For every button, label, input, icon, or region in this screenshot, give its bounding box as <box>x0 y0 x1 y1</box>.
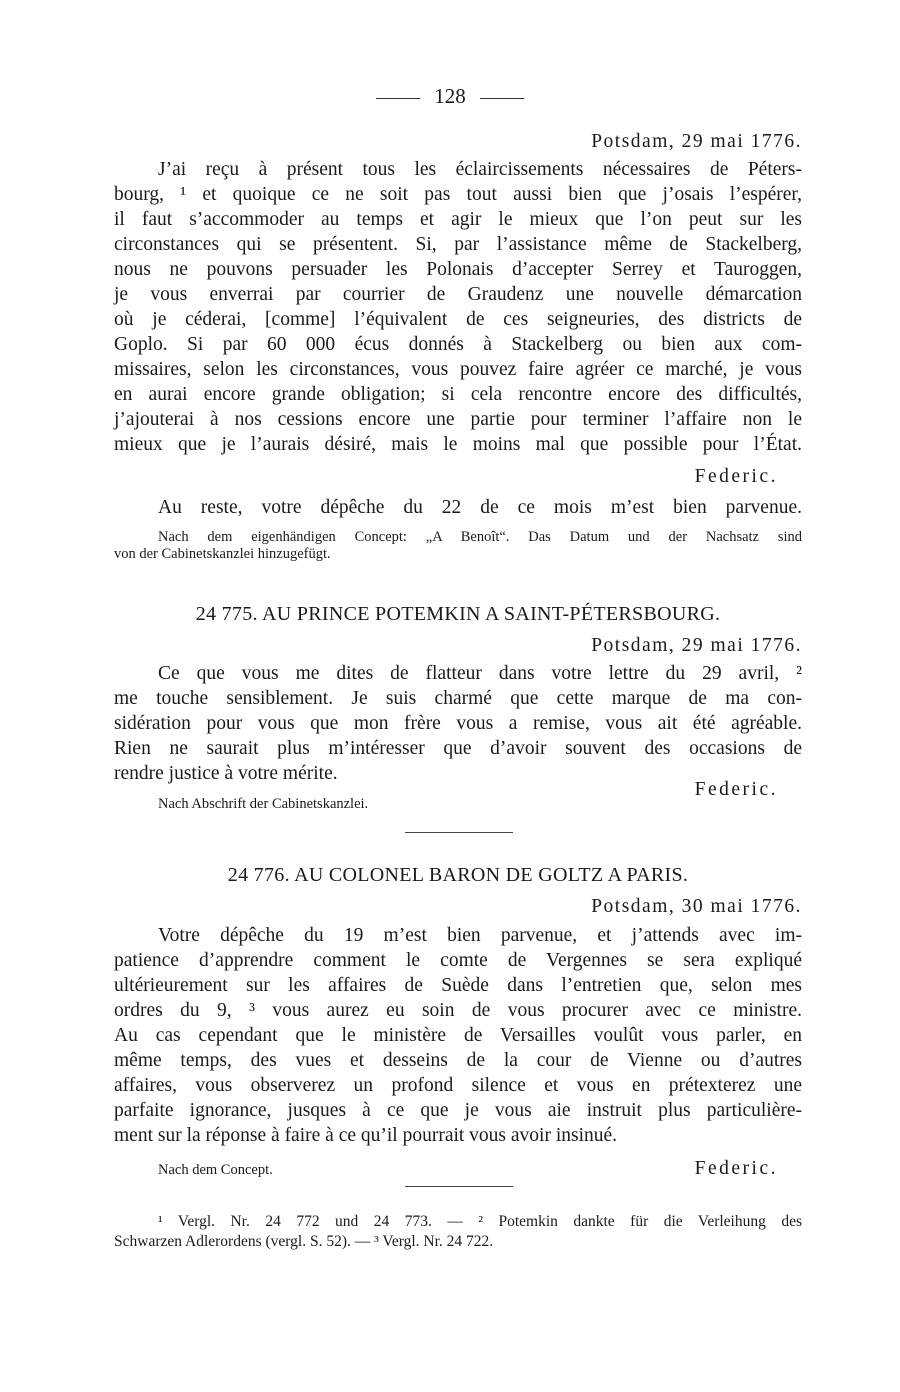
letter3-signature: Federic. <box>694 1158 778 1179</box>
letter3-source-note: Nach dem Concept. <box>158 1162 273 1178</box>
page-number-dash-right <box>480 98 524 99</box>
letter2-line: Rien ne saurait plus m’intéresser que d’avoir souvent des occasions de <box>114 738 802 759</box>
letter2-date: Potsdam, 29 mai 1776. <box>591 635 802 656</box>
letter3-line: parfaite ignorance, jusques à ce que je vous aie instruit plus particulière- <box>114 1100 802 1121</box>
letter2-source-note: Nach Abschrift der Cabinetskanzlei. <box>158 796 369 812</box>
letter3-line: ultérieurement sur les affaires de Suède dans l’entretien que, selon mes <box>114 975 802 996</box>
letter1-line: mieux que je l’aurais désiré, mais le moins mal que possible pour l’État. <box>114 434 802 455</box>
letter2-heading: 24 775. AU PRINCE POTEMKIN A SAINT-PÉTERSBOURG. <box>195 603 721 625</box>
letter1-signature: Federic. <box>694 466 778 487</box>
page-number-dash-left <box>376 98 420 99</box>
section-divider <box>405 832 513 833</box>
letter2-signature: Federic. <box>694 779 778 800</box>
letter3-heading: 24 776. AU COLONEL BARON DE GOLTZ A PARIS. <box>227 864 689 886</box>
letter3-date: Potsdam, 30 mai 1776. <box>591 896 802 917</box>
page-number <box>0 84 900 109</box>
page-number-text: 128 <box>434 84 466 108</box>
letter1-line: Goplo. Si par 60 000 écus donnés à Stackelberg ou bien aux com- <box>114 334 802 355</box>
letter1-source-note: von der Cabinetskanzlei hinzugefügt. <box>114 546 331 562</box>
footnote-divider <box>405 1186 513 1187</box>
letter1-line: J’ai reçu à présent tous les éclaircissements nécessaires de Péters- <box>158 159 802 180</box>
letter1-source-note: Nach dem eigenhändigen Concept: „A Benoît“. Das Datum und der Nachsatz sind <box>158 529 802 545</box>
letter3-line: patience d’apprendre comment le comte de Vergennes se sera expliqué <box>114 950 802 971</box>
letter3-line: affaires, vous observerez un profond silence et vous en prétexterez une <box>114 1075 802 1096</box>
letter3-line: Au cas cependant que le ministère de Versailles voulût vous parler, en <box>114 1025 802 1046</box>
letter2-line: Ce que vous me dites de flatteur dans votre lettre du 29 avril, ² <box>158 663 802 684</box>
letter1-line: circonstances qui se présentent. Si, par l’assistance même de Stackelberg, <box>114 234 802 255</box>
letter1-line: nous ne pouvons persuader les Polonais d’accepter Serrey et Tauroggen, <box>114 259 802 280</box>
letter1-line: bourg, ¹ et quoique ce ne soit pas tout aussi bien que j’osais l’espérer, <box>114 184 802 205</box>
letter1-date: Potsdam, 29 mai 1776. <box>591 131 802 152</box>
letter1-line: j’ajouterai à nos cessions encore une partie pour terminer l’affaire non le <box>114 409 802 430</box>
letter3-line: ment sur la réponse à faire à ce qu’il pourrait vous avoir insinué. <box>114 1125 618 1146</box>
letter3-line: même temps, des vues et desseins de la cour de Vienne ou d’autres <box>114 1050 802 1071</box>
letter3-line: ordres du 9, ³ vous aurez eu soin de vous procurer avec ce ministre. <box>114 1000 802 1021</box>
footnote-line: Schwarzen Adlerordens (vergl. S. 52). — ³ Vergl. Nr. 24 722. <box>114 1233 494 1250</box>
letter1-postscript: Au reste, votre dépêche du 22 de ce mois m’est bien parvenue. <box>158 497 802 518</box>
letter2-line: me touche sensiblement. Je suis charmé que cette marque de ma con- <box>114 688 802 709</box>
letter1-line: je vous enverrai par courrier de Graudenz une nouvelle démarcation <box>114 284 802 305</box>
letter1-line: missaires, selon les circonstances, vous pouvez faire agréer ce marché, je vous <box>114 359 802 380</box>
footnote-line: ¹ Vergl. Nr. 24 772 und 24 773. — ² Potemkin dankte für die Verleihung des <box>158 1213 802 1230</box>
letter2-line: sidération pour vous que mon frère vous a remise, vous ait été agréable. <box>114 713 802 734</box>
letter1-line: où je céderai, [comme] l’équivalent de ces seigneuries, des districts de <box>114 309 802 330</box>
letter1-line: en aurai encore grande obligation; si cela rencontre encore des difficultés, <box>114 384 802 405</box>
letter2-line: rendre justice à votre mérite. <box>114 763 338 784</box>
letter1-line: il faut s’accommoder au temps et agir le mieux que l’on peut sur les <box>114 209 802 230</box>
letter3-line: Votre dépêche du 19 m’est bien parvenue, et j’attends avec im- <box>158 925 802 946</box>
